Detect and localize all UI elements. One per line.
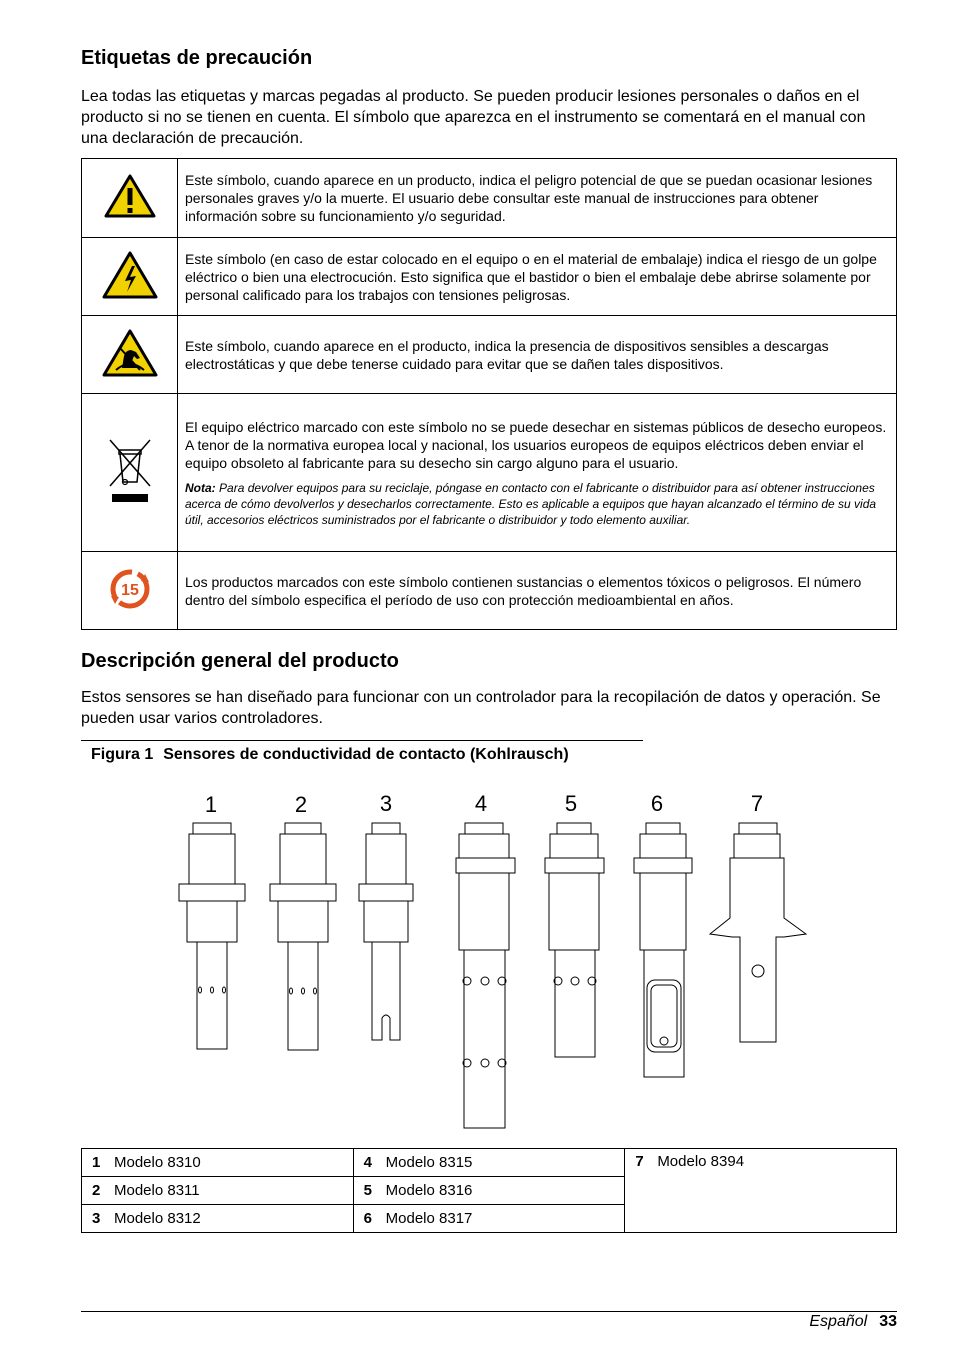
callout-7: 7 (750, 791, 764, 816)
sensor-7 (710, 823, 806, 1042)
sensor-3 (359, 823, 413, 1040)
model-num: 3 (92, 1210, 101, 1227)
symbol-row (82, 316, 897, 394)
symbol-text: El equipo eléctrico marcado con este símbolo no se puede desechar en sistemas públicos de desecho europeos. A tenor de la normativa europea local y nacional, los usuarios europeos de equipos eléctricos deben enviar el equipo obsoleto al fabricante para su desecho sin cargo alguno para el usuario. (185, 418, 887, 471)
overview-intro: Estos sensores se han diseñado para funcionar con un controlador para la recopilación de datos y operación. Se pueden usar varios controladores. (81, 689, 881, 727)
figure-label: Figura 1 (91, 746, 154, 763)
page-footer (809, 1313, 897, 1331)
symbol-text: Este símbolo (en caso de estar colocado en el equipo o en el material de embalaje) indica el riesgo de un golpe eléctrico o bien una electrocución. Esto significa que el bastidor o bien el embalaje debe abrirse solamente por personal calificado para los trabajos con tensiones peligrosas. (178, 238, 897, 316)
weee-note (185, 480, 888, 528)
callout-5: 5 (564, 791, 578, 816)
model-num: 2 (92, 1182, 101, 1199)
table-row (82, 1149, 897, 1177)
model-name: Modelo 8316 (385, 1182, 473, 1199)
symbol-row (82, 394, 897, 552)
model-name: Modelo 8312 (114, 1210, 201, 1227)
warning-triangle-icon (104, 173, 156, 219)
precaution-intro: Lea todas las etiquetas y marcas pegadas al producto. Se pueden producir lesiones personales o daños en el producto si no se tienen en cuenta. El símbolo que aparezca en el instrumento se comentará en el manual con una declaración de precaución. (81, 88, 866, 147)
callout-2: 2 (294, 792, 308, 817)
page-number: 33 (879, 1313, 897, 1330)
esd-icon (102, 328, 158, 378)
models-table (81, 1148, 897, 1233)
symbol-row (82, 238, 897, 316)
model-name: Modelo 8315 (385, 1154, 473, 1171)
sensor-4 (456, 823, 515, 1128)
callout-6: 6 (650, 791, 664, 816)
sensor-figure (170, 788, 820, 1133)
footer-divider (81, 1311, 897, 1312)
footer-language: Español (809, 1313, 868, 1330)
model-num: 5 (363, 1182, 372, 1199)
sensor-6 (634, 823, 692, 1077)
model-num: 4 (363, 1154, 372, 1171)
efup-15-icon (107, 566, 153, 612)
model-name: Modelo 8311 (114, 1182, 200, 1199)
electric-shock-icon (102, 250, 158, 300)
model-num: 1 (92, 1154, 101, 1171)
sensor-2 (270, 823, 336, 1050)
callout-3: 3 (379, 791, 393, 816)
callout-4: 4 (474, 791, 488, 816)
section-title-precaution: Etiquetas de precaución (81, 47, 313, 69)
symbol-row (82, 552, 897, 630)
figure-caption-text: Sensores de conductividad de contacto (Kohlrausch) (163, 746, 569, 763)
model-num: 6 (363, 1210, 372, 1227)
symbol-text: Este símbolo, cuando aparece en el producto, indica la presencia de dispositivos sensibles a descargas electrostáticas y que debe tenerse cuidado para evitar que se dañen tales dispositivos. (178, 316, 897, 394)
symbol-text: Este símbolo, cuando aparece en un producto, indica el peligro potencial de que se puedan ocasionar lesiones personales graves y/o la muerte. El usuario debe consultar este manual de instrucciones para obtener información sobre su funcionamiento y/o seguridad. (178, 159, 897, 238)
model-name: Modelo 8394 (657, 1153, 745, 1170)
symbol-row (82, 159, 897, 238)
note-label: Nota: (185, 480, 216, 495)
section-title-overview: Descripción general del producto (81, 650, 399, 672)
note-text: Para devolver equipos para su reciclaje, póngase en contacto con el fabricante o distribuidor para así obtener instrucciones acerca de cómo devolverlos y desecharlos correctamente. Esto es aplicable a equipos que hayan alcanzado el término de su vida útil, accesorios eléctricos suministrados por el fabricante o distribuidor y todo elemento auxiliar. (185, 480, 877, 527)
symbols-table (81, 158, 897, 630)
symbol-text: Los productos marcados con este símbolo contienen sustancias o elementos tóxicos o peligrosos. El número dentro del símbolo especifica el período de uso con protección medioambiental en años. (178, 552, 897, 630)
sensor-1 (179, 823, 245, 1049)
callout-1: 1 (204, 792, 218, 817)
model-name: Modelo 8317 (385, 1210, 473, 1227)
weee-bin-icon (106, 436, 154, 506)
sensor-5 (545, 823, 604, 1057)
efup-number: 15 (120, 581, 139, 599)
model-num: 7 (635, 1153, 644, 1170)
model-name: Modelo 8310 (114, 1154, 201, 1171)
figure-caption (81, 740, 643, 764)
